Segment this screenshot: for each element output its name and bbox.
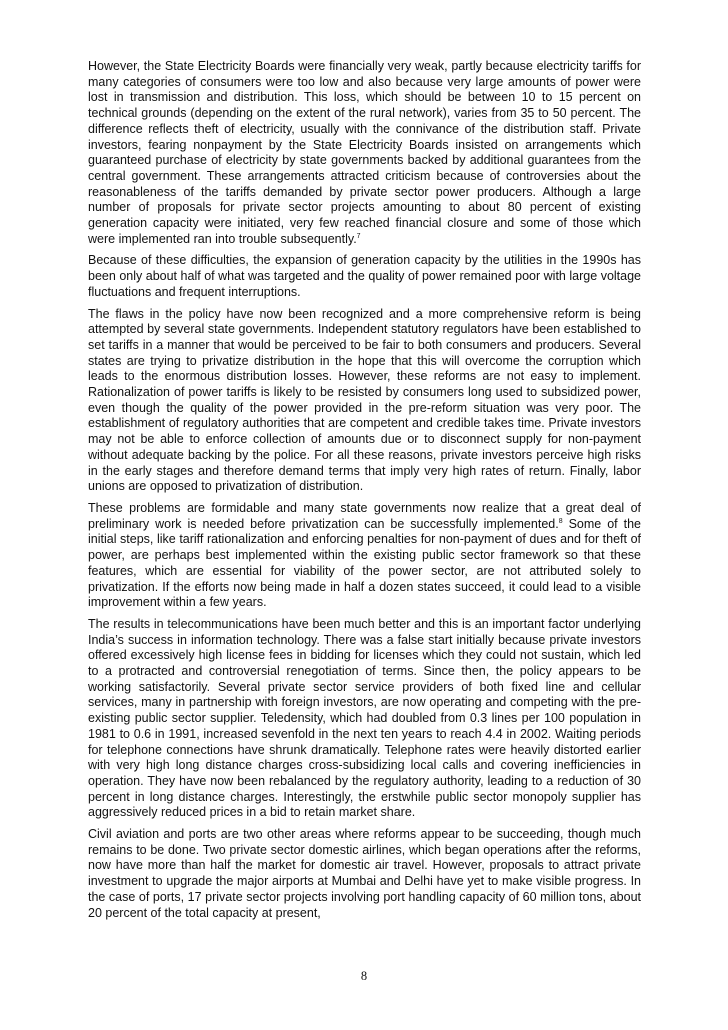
paragraph-policy-reform — [88, 307, 641, 495]
paragraph-aviation-ports — [88, 827, 641, 921]
document-body — [88, 59, 641, 927]
paragraph-generation-capacity — [88, 253, 641, 300]
paragraph-text-continued: Some of the initial steps, like tariff rationalization and enforcing penalties for non-payment of dues and for theft of power, are perhaps best implemented within the existing public sector framework so that these features, which are essential for viability of the power sector, are not attributed solely to privatization. If the efforts now being made in half a dozen states succeed, it could lead to a visible improvement within a few years. — [88, 516, 642, 610]
paragraph-text: The flaws in the policy have now been recognized and a more comprehensive reform is being attempted by several state governments. Independent statutory regulators have been established to set tariffs in a manner that would be perceived to be fair to both consumers and producers. Several states are trying to privatize distribution in the hope that this will overcome the corruption which leads to the enormous distribution losses. However, these reforms are not easy to implement. Rationalization of power tariffs is likely to be resisted by consumers long used to subsidized power, even though the quality of the power provided in the pre-reform situation was very poor. The establishment of regulatory authorities that are competent and credible takes time. Private investors may not be able to enforce collection of amounts due or to disconnect supply for non-payment without adequate backing by the police. For all these reasons, private investors perceive high risks in the early stages and therefore demand terms that imply very high rates of return. Finally, labor unions are opposed to privatization of distribution. — [88, 306, 641, 494]
paragraph-text: However, the State Electricity Boards were financially very weak, partly because electricity tariffs for many categories of consumers were too low and also because very large amounts of power were lost in transmission and distribution. This loss, which should be between 10 to 15 percent on technical grounds (depending on the extent of the rural network), varies from 35 to 50 percent. The difference reflects theft of electricity, usually with the connivance of the distribution staff. Private investors, fearing nonpayment by the State Electricity Boards insisted on arrangements which guaranteed purchase of electricity by state governments backed by additional guarantees from the central government. These arrangements attracted criticism because of controversies about the reasonableness of the tariffs demanded by private sector power producers. Although a large number of proposals for private sector projects amounting to about 80 percent of existing generation capacity were initiated, very few reached financial closure and some of those which were implemented ran into trouble subsequently. — [88, 59, 641, 246]
paragraph-text: These problems are formidable and many state governments now realize that a great deal of preliminary work is needed before privatization can be successfully implemented. — [88, 500, 641, 531]
paragraph-telecommunications — [88, 617, 641, 821]
footnote-marker: 8 — [558, 517, 563, 525]
paragraph-text: Civil aviation and ports are two other areas where reforms appear to be succeeding, though much remains to be done. Two private sector domestic airlines, which began operations after the reforms, now have more than half the market for domestic air travel. However, proposals to attract private investment to upgrade the major airports at Mumbai and Delhi have yet to make visible progress. In the case of ports, 17 private sector projects involving port handling capacity of 60 million tons, about 20 percent of the total capacity at present, — [88, 827, 641, 920]
paragraph-seb-finances — [88, 59, 641, 247]
paragraph-text: Because of these difficulties, the expansion of generation capacity by the utilities in the 1990s has been only about half of what was targeted and the quality of power remained poor with large voltage fluctuations and frequent interruptions. — [88, 253, 641, 299]
paragraph-text: The results in telecommunications have been much better and this is an important factor underlying India’s success in information technology. There was a false start initially because private investors offered excessively high license fees in bidding for licenses which they could not sustain, which led to a protracted and controversial renegotiation of terms. Since then, the policy appears to be working satisfactorily. Several private sector service providers of both fixed line and cellular services, many in partnership with foreign investors, are now operating and competing with the pre-existing public sector supplier. Teledensity, which had doubled from 0.3 lines per 100 population in 1981 to 0.6 in 1991, increased sevenfold in the next ten years to reach 4.4 in 2002. Waiting periods for telephone connections have shrunk dramatically. Telephone rates were heavily distorted earlier with very high long distance charges cross-subsidizing local calls and covering inefficiencies in operation. They have now been rebalanced by the regulatory authority, leading to a reduction of 30 percent in long distance charges. Interestingly, the erstwhile public sector monopoly supplier has aggressively reduced prices in a bid to retain market share. — [88, 616, 641, 820]
footnote-marker: 7 — [356, 232, 361, 240]
paragraph-privatization-groundwork — [88, 501, 641, 611]
page-number: 8 — [360, 969, 368, 983]
